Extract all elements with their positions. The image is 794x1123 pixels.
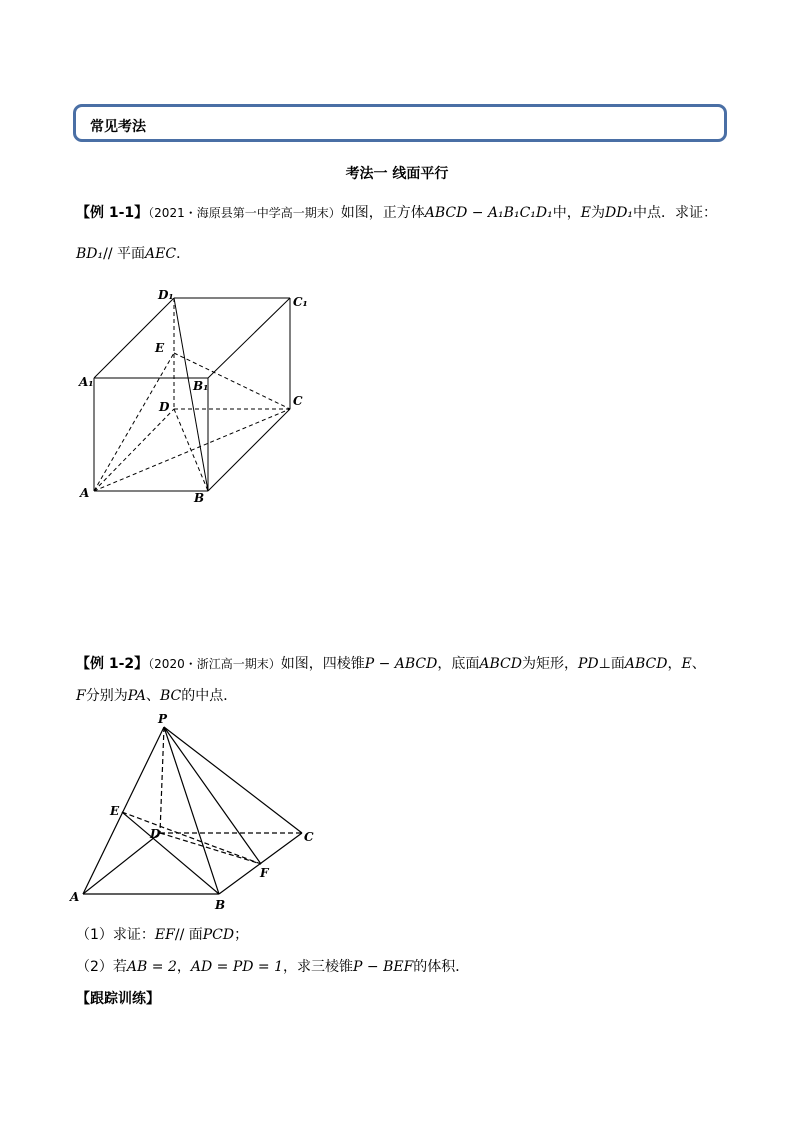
- segment-bc: BC: [159, 688, 182, 704]
- example1-text-b: 中，: [552, 205, 581, 221]
- example2-text-e: ，: [667, 656, 682, 672]
- example1-text-c: 为: [590, 205, 605, 221]
- q2-ad-pd: AD = PD = 1: [190, 959, 284, 975]
- point-e: E: [580, 205, 591, 221]
- example2-text-h: 、: [145, 688, 160, 704]
- section-box: [73, 104, 727, 142]
- label-a2: A: [70, 890, 80, 904]
- point-e2: E: [681, 656, 692, 672]
- label-b1: B₁: [193, 379, 209, 393]
- cube-name: ABCD − A₁B₁C₁D₁: [424, 205, 553, 221]
- q1-text-c: ；: [234, 927, 249, 943]
- label-d1: D₁: [158, 288, 174, 302]
- label-a1: A₁: [79, 375, 94, 389]
- training-heading: [76, 988, 160, 1008]
- point-f: F: [76, 688, 86, 704]
- segment-pa: PA: [127, 688, 146, 704]
- example1-tag: 【例 1-1】: [76, 205, 149, 221]
- q2-text-d: 的体积．: [413, 959, 470, 975]
- plane-pcd: PCD: [202, 927, 235, 943]
- question-1: [76, 924, 248, 944]
- segment-pd: PD: [577, 656, 599, 672]
- label-d2: D: [150, 827, 161, 841]
- segment-bd1: BD₁: [76, 246, 104, 262]
- tetra-pbef: P − BEF: [353, 959, 414, 975]
- example1-line1: [76, 202, 717, 222]
- example2-tag: 【例 1-2】: [76, 656, 149, 672]
- label-d: D: [159, 400, 170, 414]
- example2-text-i: 的中点．: [181, 688, 238, 704]
- example2-text-f: 、: [691, 656, 706, 672]
- segment-ef: EF: [154, 927, 175, 943]
- label-f: F: [260, 866, 269, 880]
- cube-figure: [70, 280, 320, 510]
- segment-dd1: DD₁: [604, 205, 634, 221]
- q1-number: （1）: [76, 927, 113, 943]
- label-b2: B: [215, 898, 226, 912]
- example1-text-e: // 平面: [103, 246, 146, 262]
- plane-aec: AEC: [145, 246, 177, 262]
- example2-text-d: ⊥面: [598, 656, 625, 672]
- label-a: A: [80, 486, 90, 500]
- example2-text-a: 如图，四棱锥: [280, 656, 365, 672]
- plane-abcd: ABCD: [624, 656, 668, 672]
- topic-heading: 考法一 线面平行: [345, 166, 449, 182]
- q2-number: （2）: [76, 959, 113, 975]
- q2-text-b: ，: [176, 959, 191, 975]
- example1-text-d: 中点．求证：: [633, 205, 718, 221]
- example2-line1: [76, 653, 706, 673]
- example1-text-a: 如图，正方体: [340, 205, 425, 221]
- example2-line2: [76, 685, 237, 705]
- section-title: 常见考法: [90, 119, 146, 135]
- label-e2: E: [110, 804, 120, 818]
- example2-text-c: 为矩形，: [521, 656, 578, 672]
- example1-source: （2021・海原县第一中学高一期末）: [148, 206, 341, 220]
- q1-text-a: 求证：: [112, 927, 155, 943]
- example1-line2: [76, 243, 190, 263]
- label-b: B: [194, 491, 205, 505]
- q2-ab: AB = 2: [126, 959, 177, 975]
- base-abcd: ABCD: [479, 656, 522, 672]
- label-c1: C₁: [293, 295, 308, 309]
- pyramid-figure: [66, 708, 326, 913]
- example2-source: （2020・浙江高一期末）: [148, 657, 281, 671]
- training-label: 【跟踪训练】: [76, 991, 160, 1007]
- label-p: P: [158, 712, 168, 726]
- label-e: E: [155, 341, 165, 355]
- label-c2: C: [304, 830, 314, 844]
- q2-text-a: 若: [112, 959, 127, 975]
- q2-text-c: ，求三棱锥: [283, 959, 354, 975]
- pyramid-name: P − ABCD: [364, 656, 438, 672]
- example1-text-f: ．: [176, 246, 191, 262]
- label-c: C: [293, 394, 303, 408]
- example2-text-b: ，底面: [437, 656, 480, 672]
- example2-text-g: 分别为: [85, 688, 128, 704]
- question-2: [76, 956, 469, 976]
- q1-text-b: // 面: [174, 927, 203, 943]
